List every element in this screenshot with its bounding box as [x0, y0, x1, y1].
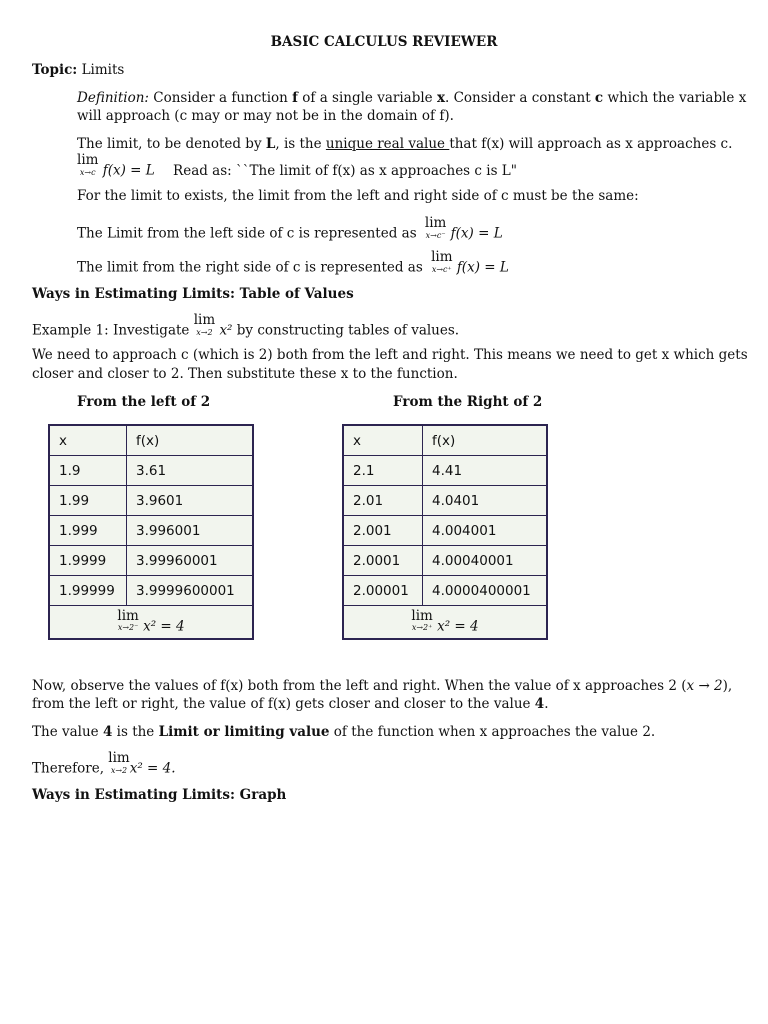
- table-row: [49, 516, 253, 546]
- example-1-line: [32, 314, 459, 339]
- lim-operator: [108, 752, 129, 775]
- observe-math: x → 2: [686, 678, 723, 694]
- lim-operator: [194, 314, 215, 337]
- exists-statement: For the limit to exists, the limit from the left and right side of c must be the same:: [77, 188, 639, 204]
- table-row: [343, 486, 547, 516]
- cell-x: 2.0001: [343, 546, 423, 576]
- table-row: [343, 546, 547, 576]
- lim-word: lim: [77, 152, 99, 168]
- cell-x: 2.001: [343, 516, 423, 546]
- right-table-caption: From the Right of 2: [393, 394, 543, 410]
- right-values-table: [342, 424, 548, 640]
- cell-x: 1.99: [49, 486, 127, 516]
- value-text: of the function when x approaches the value 2.: [329, 724, 656, 740]
- lim-word: lim: [108, 750, 130, 766]
- definition-label: Definition:: [77, 90, 149, 106]
- right-side-text: The limit from the right side of c is represented as: [77, 259, 423, 276]
- limiting-value-line: [32, 724, 655, 740]
- cell-x: 1.9999: [49, 546, 127, 576]
- cell-fx: 4.004001: [423, 516, 548, 546]
- definition-line-2: will approach (c may or may not be in the domain of f).: [77, 108, 454, 124]
- lim-word: lim: [411, 607, 433, 624]
- right-limit-value: x² = 4: [437, 618, 479, 635]
- table-row: [49, 486, 253, 516]
- example-expression: x²: [219, 322, 233, 339]
- observe-value: 4: [534, 696, 545, 712]
- page-title: BASIC CALCULUS REVIEWER: [270, 34, 498, 50]
- example-text: Example 1: Investigate: [32, 322, 194, 339]
- header-fx: f(x): [127, 425, 254, 456]
- left-table-caption: From the left of 2: [77, 394, 211, 410]
- definition-text: . Consider a constant: [445, 90, 595, 106]
- table-header-row: [343, 425, 547, 456]
- observe-text: Now, observe the values of f(x) both from the left and right. When the value of x approaches 2 (: [32, 678, 687, 694]
- lim-operator: [425, 217, 446, 240]
- value-text: is the: [112, 724, 159, 740]
- topic-label: Topic:: [32, 62, 78, 78]
- table-row: [49, 456, 253, 486]
- example-text: by constructing tables of values.: [232, 322, 460, 339]
- lim-subscript: x→2⁻: [117, 623, 139, 633]
- table-row: [343, 576, 547, 606]
- left-limit-expression: f(x) = L: [450, 225, 503, 242]
- observe-text: from the left or right, the value of f(x) gets closer and closer to the value: [32, 696, 535, 712]
- cell-x: 2.00001: [343, 576, 423, 606]
- limit-text: , is the: [275, 136, 326, 152]
- section-heading-graph: Ways in Estimating Limits: Graph: [32, 787, 287, 803]
- limit-expression: f(x) = L: [102, 162, 155, 179]
- definition-text: of a single variable: [297, 90, 437, 106]
- topic-line: [32, 62, 124, 78]
- lim-word: lim: [117, 607, 139, 624]
- definition-text: which the variable x: [603, 90, 747, 106]
- right-side-line: [77, 251, 509, 276]
- cell-fx: 4.0401: [423, 486, 548, 516]
- cell-fx: 4.0000400001: [423, 576, 548, 606]
- lim-subscript: x→2⁺: [411, 623, 433, 633]
- limit-notation-line: [77, 154, 517, 179]
- lim-operator: [431, 251, 452, 274]
- definition-text: Consider a function: [148, 90, 293, 106]
- cell-fx: 4.00040001: [423, 546, 548, 576]
- cell-x: 1.999: [49, 516, 127, 546]
- left-limit-result: [49, 606, 253, 640]
- left-side-text: The Limit from the left side of c is represented as: [77, 225, 417, 242]
- lim-word: lim: [424, 215, 447, 231]
- observe-line-2: [32, 696, 549, 712]
- cell-x: 1.99999: [49, 576, 127, 606]
- unique-real-value: unique real value: [325, 136, 450, 152]
- definition-x: x: [436, 90, 446, 106]
- cell-fx: 3.996001: [127, 516, 254, 546]
- lim-word: lim: [193, 312, 216, 328]
- lim-operator: [77, 154, 98, 177]
- table-row: [49, 576, 253, 606]
- cell-x: 1.9: [49, 456, 127, 486]
- approach-line-2: closer and closer to 2. Then substitute these x to the function.: [32, 366, 458, 382]
- left-values-table: [48, 424, 254, 640]
- therefore-line: [32, 752, 176, 777]
- observe-line-1: [32, 678, 732, 694]
- lim-word: lim: [431, 249, 453, 265]
- lim-operator: [411, 607, 433, 633]
- lim-subscript: x→2: [110, 765, 128, 775]
- cell-fx: 3.9601: [127, 486, 254, 516]
- right-limit-expression: f(x) = L: [456, 259, 509, 276]
- definition-line-1: [77, 90, 746, 106]
- cell-fx: 3.99960001: [127, 546, 254, 576]
- header-fx: f(x): [423, 425, 548, 456]
- table-result-row: [49, 606, 253, 640]
- topic-value: Limits: [81, 62, 125, 78]
- observe-text: ),: [722, 678, 733, 694]
- limit-text: that f(x) will approach as x approaches c.: [449, 136, 733, 152]
- limiting-value-term: Limit or limiting value: [158, 724, 330, 740]
- cell-x: 2.01: [343, 486, 423, 516]
- observe-text: .: [544, 696, 549, 712]
- cell-x: 2.1: [343, 456, 423, 486]
- section-heading-table: Ways in Estimating Limits: Table of Values: [32, 286, 354, 302]
- lim-operator: [117, 607, 139, 633]
- limit-text: The limit, to be denoted by: [77, 136, 266, 152]
- table-row: [343, 456, 547, 486]
- cell-fx: 4.41: [423, 456, 548, 486]
- value-number: 4: [102, 724, 113, 740]
- lim-subscript: x→c: [79, 167, 96, 177]
- table-row: [343, 516, 547, 546]
- left-side-line: [77, 217, 503, 242]
- header-x: x: [49, 425, 127, 456]
- table-row: [49, 546, 253, 576]
- therefore-text: Therefore,: [32, 760, 109, 777]
- read-as-text: Read as: ``The limit of f(x) as x approaches c is L": [173, 162, 517, 179]
- limit-definition-line: [77, 136, 732, 152]
- definition-c: c: [594, 90, 604, 106]
- table-result-row: [343, 606, 547, 640]
- approach-line-1: We need to approach c (which is 2) both from the left and right. This means we need to get x which gets: [32, 347, 748, 363]
- therefore-expression: x² = 4.: [129, 760, 176, 777]
- lim-subscript: x→c⁺: [431, 264, 452, 274]
- value-text: The value: [32, 724, 103, 740]
- definition-f: f: [292, 90, 298, 106]
- left-limit-value: x² = 4: [143, 618, 185, 635]
- limit-L: L: [265, 136, 276, 152]
- right-limit-result: [343, 606, 547, 640]
- lim-subscript: x→c⁻: [425, 230, 446, 240]
- cell-fx: 3.9999600001: [127, 576, 254, 606]
- lim-subscript: x→2: [196, 327, 213, 337]
- cell-fx: 3.61: [127, 456, 254, 486]
- table-header-row: [49, 425, 253, 456]
- header-x: x: [343, 425, 423, 456]
